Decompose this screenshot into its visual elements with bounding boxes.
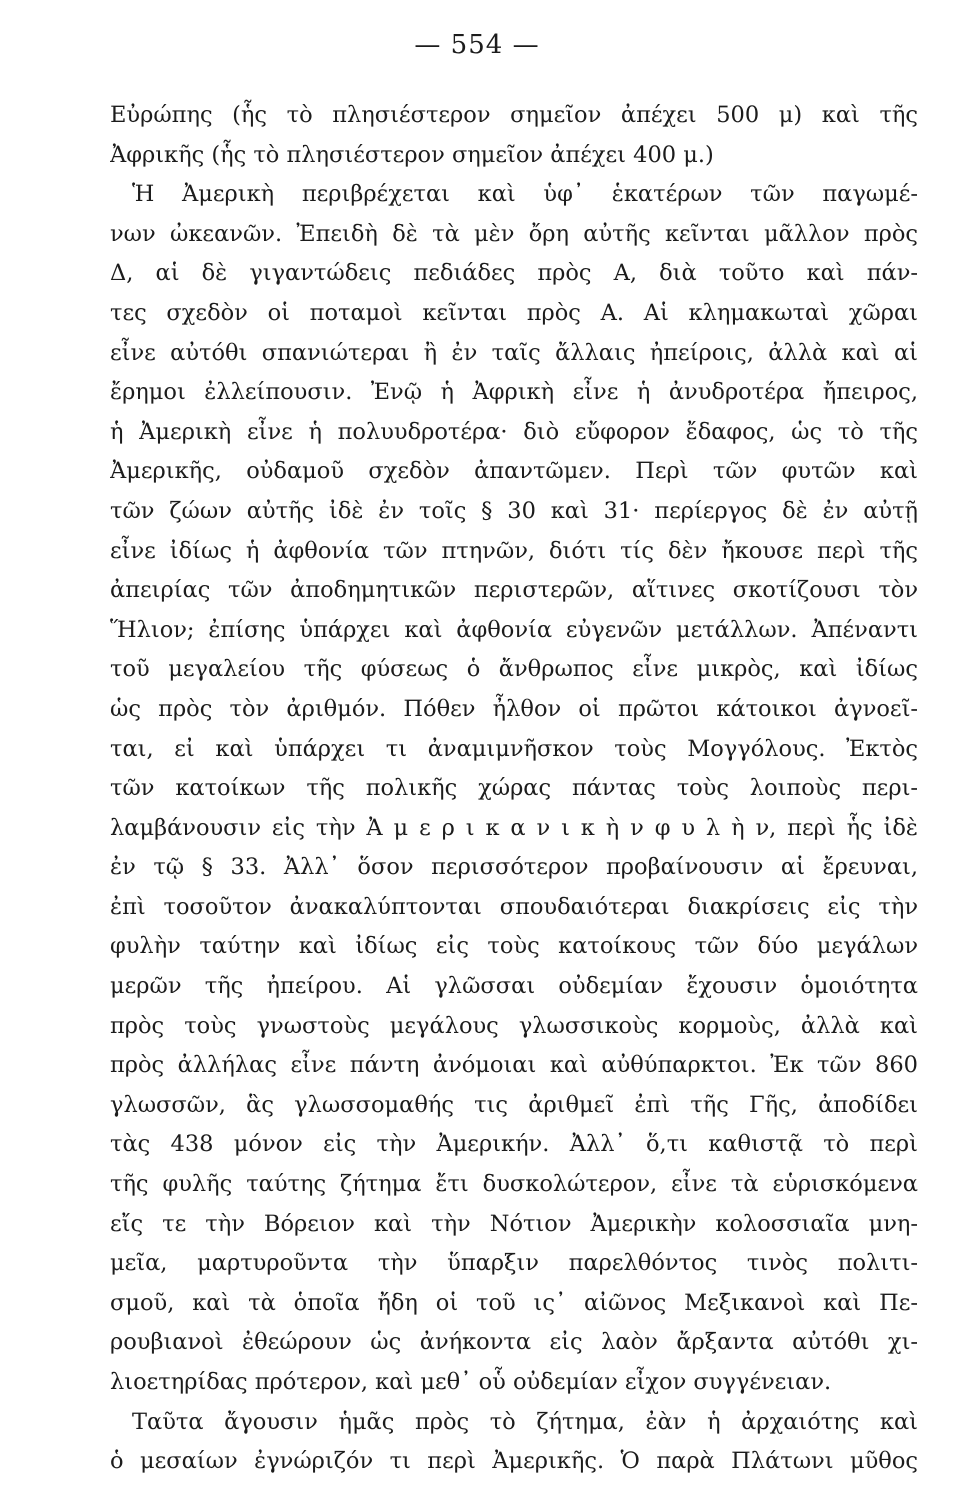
text-line: Δ, αἱ δὲ γιγαντώδεις πεδιάδες πρὸς Α, διὰ τοῦτο καὶ πάν- <box>110 260 918 287</box>
text-line: τῆς φυλῆς ταύτης ζήτημα ἔτι δυσκολώτερον, εἶνε τὰ εὑρισκόμενα <box>110 1171 918 1198</box>
body-text <box>110 96 918 1482</box>
text-line: εἶνε αὐτόθι σπανιώτεραι ἢ ἐν ταῖς ἄλλαις ἠπείροις, ἀλλὰ καὶ αἱ <box>110 339 918 366</box>
text-line: μεῖα, μαρτυροῦντα τὴν ὕπαρξιν παρελθόντος τινὸς πολιτι- <box>110 1250 918 1277</box>
text-line: ἀπειρίας τῶν ἀποδημητικῶν περιστερῶν, αἵτινες σκοτίζουσι τὸν <box>110 577 918 604</box>
text-line: τες σχεδὸν οἱ ποταμοὶ κεῖνται πρὸς Α. Αἱ κλημακωταὶ χῶραι <box>110 299 918 326</box>
page-number: — 554 — <box>414 30 540 60</box>
text-line: σμοῦ, καὶ τὰ ὁποῖα ἤδη οἱ τοῦ ις᾽ αἰῶνος Μεξικανοὶ καὶ Πε- <box>110 1289 918 1316</box>
text-line: ἡ Ἀμερικὴ εἶνε ἡ πολυυδροτέρα· διὸ εὔφορον ἔδαφος, ὡς τὸ τῆς <box>110 418 918 445</box>
text-line: Ἡ Ἀμερικὴ περιβρέχεται καὶ ὑφ᾽ ἑκατέρων τῶν παγωμέ- <box>132 181 918 208</box>
text-line: Ταῦτα ἄγουσιν ἡμᾶς πρὸς τὸ ζήτημα, ἐὰν ἡ ἀρχαιότης καὶ <box>132 1408 918 1435</box>
text-line: λαμβάνουσιν εἰς τὴν Ἀ μ ε ρ ι κ α ν ι κ ὴ ν φ υ λ ὴ ν, περὶ ἧς ἰδὲ <box>110 814 918 841</box>
text-line: φυλὴν ταύτην καὶ ἰδίως εἰς τοὺς κατοίκους τῶν δύο μεγάλων <box>110 933 918 960</box>
text-line: ἐπὶ τοσοῦτον ἀνακαλύπτονται σπουδαιότεραι διακρίσεις εἰς τὴν <box>110 893 918 920</box>
text-line: ὡς πρὸς τὸν ἀριθμόν. Πόθεν ἦλθον οἱ πρῶτοι κάτοικοι ἀγνοεῖ- <box>110 695 918 722</box>
text-line: μερῶν τῆς ἠπείρου. Αἱ γλῶσσαι οὐδεμίαν ἔχουσιν ὁμοιότητα <box>110 973 918 1000</box>
text-line: ἔρημοι ἐλλείπουσιν. Ἐνῷ ἡ Ἀφρικὴ εἶνε ἡ ἀνυδροτέρα ἤπειρος, <box>110 379 918 406</box>
text-line: Εὐρώπης (ἧς τὸ πλησιέστερον σημεῖον ἀπέχει 500 μ) καὶ τῆς <box>110 102 918 128</box>
text-line: ται, εἰ καὶ ὑπάρχει τι ἀναμιμνῆσκον τοὺς Μογγόλους. Ἐκτὸς <box>110 735 918 762</box>
text-line: Ἀμερικῆς, οὐδαμοῦ σχεδὸν ἀπαντῶμεν. Περὶ τῶν φυτῶν καὶ <box>110 458 918 485</box>
text-line: λιοετηρίδας πρότερον, καὶ μεθ᾽ οὗ οὐδεμίαν εἶχον συγγένειαν. <box>110 1369 832 1395</box>
text-line: πρὸς τοὺς γνωστοὺς μεγάλους γλωσσικοὺς κορμοὺς, ἀλλὰ καὶ <box>110 1012 918 1039</box>
text-line: εἴς τε τὴν Βόρειον καὶ τὴν Νότιον Ἀμερικὴν κολοσσιαῖα μνη- <box>110 1210 918 1237</box>
text-line: τῶν κατοίκων τῆς πολικῆς χώρας πάντας τοὺς λοιποὺς περι- <box>110 775 918 802</box>
text-line: Ἀφρικῆς (ἧς τὸ πλησιέστερον σημεῖον ἀπέχει 400 μ.) <box>110 141 714 168</box>
text-line: τῶν ζώων αὐτῆς ἰδὲ ἐν τοῖς § 30 καὶ 31· περίεργος δὲ ἐν αὐτῇ <box>110 497 918 524</box>
text-line: ρουβιανοὶ ἐθεώρουν ὡς ἀνήκοντα εἰς λαὸν ἄρξαντα αὐτόθι χι- <box>110 1329 918 1356</box>
text-line: Ἥλιον; ἐπίσης ὑπάρχει καὶ ἀφθονία εὐγενῶν μετάλλων. Ἀπέναντι <box>110 616 918 643</box>
text-line: νων ὠκεανῶν. Ἐπειδὴ δὲ τὰ μὲν ὄρη αὐτῆς κεῖνται μᾶλλον πρὸς <box>110 220 918 247</box>
text-line: ἐν τῷ § 33. Ἀλλ᾽ ὅσον περισσότερον προβαίνουσιν αἱ ἔρευναι, <box>110 854 918 881</box>
text-line: εἶνε ἰδίως ἡ ἀφθονία τῶν πτηνῶν, διότι τίς δὲν ἤκουσε περὶ τῆς <box>110 537 918 564</box>
text-line: τὰς 438 μόνον εἰς τὴν Ἀμερικήν. Ἀλλ᾽ ὅ,τι καθιστᾷ τὸ περὶ <box>110 1131 918 1158</box>
text-line: γλωσσῶν, ἃς γλωσσομαθής τις ἀριθμεῖ ἐπὶ τῆς Γῆς, ἀποδίδει <box>110 1091 918 1118</box>
text-line: τοῦ μεγαλείου τῆς φύσεως ὁ ἄνθρωπος εἶνε μικρὸς, καὶ ἰδίως <box>110 656 918 683</box>
text-line: πρὸς ἀλλήλας εἶνε πάντη ἀνόμοιαι καὶ αὐθύπαρκτοι. Ἐκ τῶν 860 <box>110 1052 918 1079</box>
text-line: ὁ μεσαίων ἐγνώριζόν τι περὶ Ἀμερικῆς. Ὁ παρὰ Πλάτωνι μῦθος <box>110 1448 918 1475</box>
